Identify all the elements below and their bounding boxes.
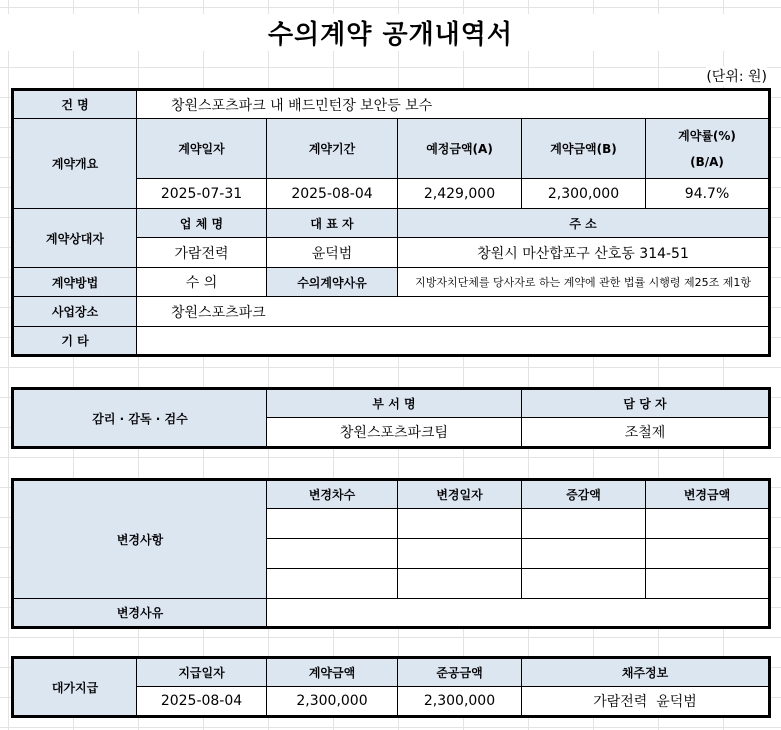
page-title: 수의계약 공개내역서 bbox=[0, 14, 781, 51]
reason-value: 지방자치단체를 당사자로 하는 계약에 관한 법률 시행령 제25조 제1항 bbox=[398, 268, 770, 297]
payment-label: 대가지급 bbox=[13, 658, 137, 717]
table-cell bbox=[522, 569, 646, 599]
col-contract-rate-title: 계약률(%) bbox=[678, 128, 736, 143]
contract-rate: 94.7% bbox=[646, 179, 770, 209]
person-name: 조철제 bbox=[522, 418, 770, 448]
contract-table bbox=[11, 88, 771, 357]
place-label: 사업장소 bbox=[13, 297, 137, 327]
overview-label: 계약개요 bbox=[13, 119, 137, 209]
pay-date: 2025-08-04 bbox=[137, 687, 267, 717]
company-name: 가람전력 bbox=[137, 238, 267, 268]
table-cell bbox=[522, 539, 646, 569]
col-change-diff: 증감액 bbox=[522, 480, 646, 509]
table-cell bbox=[646, 569, 770, 599]
col-change-amount: 변경금액 bbox=[646, 480, 770, 509]
col-dept: 부 서 명 bbox=[267, 389, 522, 418]
method-label: 계약방법 bbox=[13, 268, 137, 297]
etc-value bbox=[137, 327, 770, 356]
payment-table bbox=[11, 656, 771, 718]
col-contract-rate-sub: (B/A) bbox=[690, 154, 724, 169]
table-cell bbox=[267, 539, 398, 569]
contract-date: 2025-07-31 bbox=[137, 179, 267, 209]
pay-contract-amount: 2,300,000 bbox=[267, 687, 398, 717]
col-person: 담 당 자 bbox=[522, 389, 770, 418]
ceo-name: 윤덕범 bbox=[267, 238, 398, 268]
table-cell bbox=[646, 539, 770, 569]
table-cell bbox=[267, 569, 398, 599]
pay-creditor: 가람전력 윤덕범 bbox=[522, 687, 770, 717]
contract-amount: 2,300,000 bbox=[522, 179, 646, 209]
col-contract-date: 계약일자 bbox=[137, 119, 267, 179]
col-change-no: 변경차수 bbox=[267, 480, 398, 509]
col-company: 업 체 명 bbox=[137, 209, 267, 238]
changes-table bbox=[11, 478, 771, 629]
etc-label: 기 타 bbox=[13, 327, 137, 356]
contract-period: 2025-08-04 bbox=[267, 179, 398, 209]
col-change-date: 변경일자 bbox=[398, 480, 522, 509]
table-cell bbox=[398, 569, 522, 599]
col-pay-completion: 준공금액 bbox=[398, 658, 522, 687]
col-ceo: 대 표 자 bbox=[267, 209, 398, 238]
change-reason-label: 변경사유 bbox=[13, 599, 267, 628]
contract-name-value: 창원스포츠파크 내 배드민턴장 보안등 보수 bbox=[137, 90, 770, 119]
table-cell bbox=[522, 509, 646, 539]
col-pay-date: 지급일자 bbox=[137, 658, 267, 687]
table-cell bbox=[398, 509, 522, 539]
place-value: 창원스포츠파크 bbox=[137, 297, 770, 327]
col-contract-period: 계약기간 bbox=[267, 119, 398, 179]
table-cell bbox=[398, 539, 522, 569]
col-estimate: 예정금액(A) bbox=[398, 119, 522, 179]
col-address: 주 소 bbox=[398, 209, 770, 238]
table-cell bbox=[267, 509, 398, 539]
col-pay-creditor: 채주정보 bbox=[522, 658, 770, 687]
estimate-amount: 2,429,000 bbox=[398, 179, 522, 209]
inspection-table bbox=[11, 387, 771, 449]
inspection-label: 감리 · 감독 · 검수 bbox=[13, 389, 267, 448]
change-reason-value bbox=[267, 599, 770, 628]
col-pay-contract: 계약금액 bbox=[267, 658, 398, 687]
reason-label: 수의계약사유 bbox=[267, 268, 398, 297]
company-address: 창원시 마산합포구 산호동 314-51 bbox=[398, 238, 770, 268]
pay-completion-amount: 2,300,000 bbox=[398, 687, 522, 717]
dept-name: 창원스포츠파크팀 bbox=[267, 418, 522, 448]
col-contract-amount: 계약금액(B) bbox=[522, 119, 646, 179]
method-value: 수 의 bbox=[137, 268, 267, 297]
changes-label: 변경사항 bbox=[13, 480, 267, 599]
table-cell bbox=[646, 509, 770, 539]
party-label: 계약상대자 bbox=[13, 209, 137, 268]
col-contract-rate bbox=[646, 119, 770, 179]
unit-label: (단위: 원) bbox=[706, 66, 767, 86]
contract-name-label: 건 명 bbox=[13, 90, 137, 119]
